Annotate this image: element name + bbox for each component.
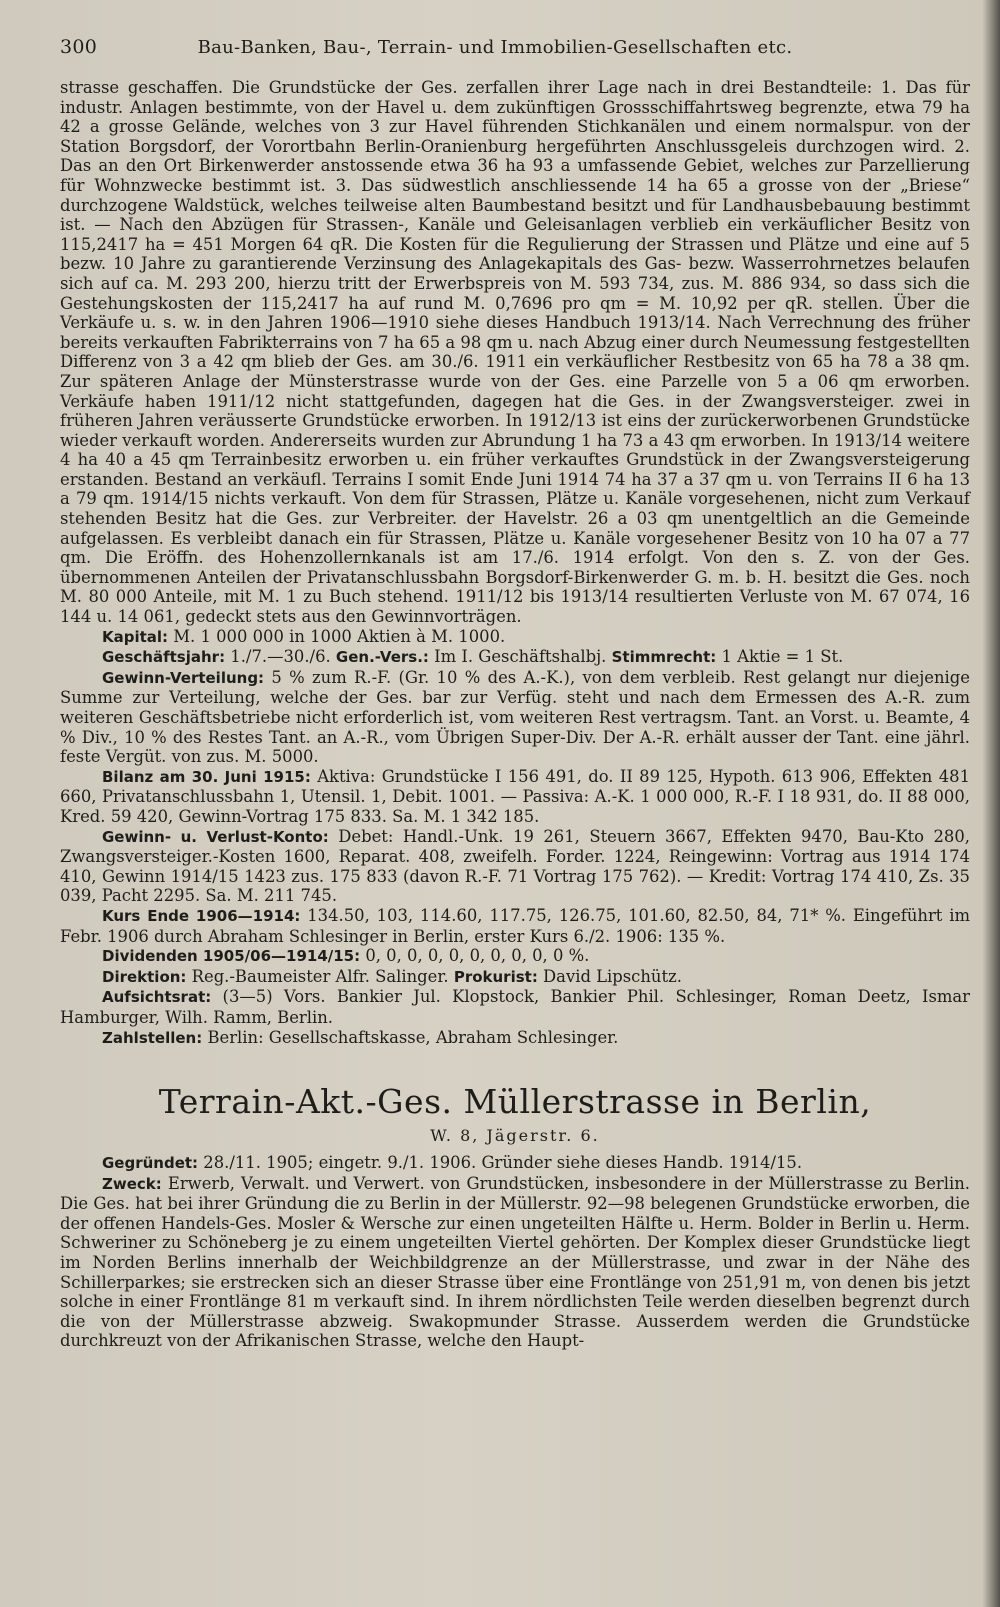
entry-zweck — [60, 1174, 970, 1351]
company-section — [60, 1153, 970, 1351]
company-address: W. 8, Jägerstr. 6. — [430, 1126, 600, 1146]
entry-geschaeftsjahr — [60, 647, 970, 668]
entry-gewinn-verteilung — [60, 668, 970, 767]
entry-text: Erwerb, Verwalt. und Verwert. von Grundstücken, insbesondere in der Müllerstrasse zu Berlin. Die Ges. hat bei ihrer Gründung die zu Berlin in der Müllerstr. 92—98 belegenen Grundstücke erworben, die der offenen Handels-Ges. Mosler & Wersche zur einen ungeteilten Hälfte u. Herm. Bolder in Berlin u. Herm. Schweriner zu Schöneberg je zu einem ungeteilten Viertel gehörten. Der Komplex dieser Grundstücke liegt im Norden Berlins innerhalb der Weichbildgrenze an der Müllerstrasse, und zwar in der Nähe des Schillerparkes; sie erstrecken sich an dieser Strasse über eine Frontlänge von 251,91 m, von denen bis jetzt solche in einer Frontlänge 81 m verkauft sind. In ihrem nördlichsten Teile werden dieselben begrenzt durch die von der Müllerstrasse abzweig. Swakopmunder Strasse. Ausserdem werden die Grundstücke durchkreuzt von der Afrikanischen Strasse, welche den Haupt- — [60, 1173, 970, 1351]
entry-text: M. 1 000 000 in 1000 Aktien à M. 1000. — [168, 626, 506, 646]
entry-text: Aktiva: Grundstücke I 156 491, do. II 89 125, Hypoth. 613 906, Effekten 481 660, Privatanschlussbahn 1, Utensil. 1, Debit. 1001. — Passiva: A.-K. 1 000 000, R.-F. I 18 931, do. II 88 000, Kred. 59 420, Gewinn-Vortrag 175 833. Sa. M. 1 342 185. — [60, 766, 970, 826]
page-number: 300 — [60, 36, 98, 58]
entry-bilanz — [60, 767, 970, 827]
description-paragraph: strasse geschaffen. Die Grundstücke der Ges. zerfallen ihrer Lage nach in drei Bestandteile: 1. Das für industr. Anlagen bestimmte, von der Havel u. dem zukünftigen Grossschiffahrtsweg begrenzte, etwa 79 ha 42 a grosse Gelände, welches von 3 zur Havel führenden Stichkanälen und einem normalspur. von der Station Borgsdorf, der Vorortbahn Berlin-Oranienburg hergeführten Anschlussgeleis durchzogen wird. 2. Das an den Ort Birkenwerder anstossende etwa 36 ha 93 a umfassende Gebiet, welches zur Parzellierung für Wohnzwecke bestimmt ist. 3. Das südwestlich anschliessende 14 ha 65 a grosse von der „Briese“ durchzogene Waldstück, welches teilweise alten Baumbestand besitzt und für Landhausbebauung bestimmt ist. — Nach den Abzügen für Strassen-, Kanäle und Geleisanlagen verblieb ein verkäuflicher Besitz von 115,2417 ha = 451 Morgen 64 qR. Die Kosten für die Regulierung der Strassen und Plätze und eine auf 5 bezw. 10 Jahre zu garantierende Verzinsung des Anlagekapitals des Gas- bezw. Wasserrohrnetzes belaufen sich auf ca. M. 293 200, hierzu tritt der Erwerbspreis von M. 593 734, zus. M. 886 934, so dass sich die Gestehungskosten der 115,2417 ha auf rund M. 0,7696 pro qm = M. 10,92 per qR. stellen. Über die Verkäufe u. s. w. in den Jahren 1906—1910 siehe dieses Handbuch 1913/14. Nach Verrechnung des früher bereits verkauften Fabrikterrains von 7 ha 65 a 98 qm u. nach Abzug einer durch Neumessung festgestellten Differenz von 3 a 42 qm blieb der Ges. am 30./6. 1911 ein verkäuflicher Restbesitz von 65 ha 78 a 38 qm. Zur späteren Anlage der Münsterstrasse wurde von der Ges. eine Parzelle von 5 a 06 qm erworben. Verkäufe haben 1911/12 nicht stattgefunden, dagegen hat die Ges. in der Zwangsversteiger. zwei in früheren Jahren veräusserte Grundstücke erworben. In 1912/13 ist eins der zurückerworbenen Grundstücke wieder verkauft worden. Andererseits wurden zur Abrundung 1 ha 73 a 43 qm erworben. In 1913/14 weitere 4 ha 40 a 45 qm Terrainbesitz erworben u. ein früher verkauftes Grundstück in der Zwangsversteigerung erstanden. Bestand an verkäufl. Terrains I somit Ende Juni 1914 74 ha 37 a 37 qm u. von Terrains II 6 ha 13 a 79 qm. 1914/15 nichts verkauft. Von dem für Strassen, Plätze u. Kanäle vorgesehenen, nicht zum Verkauf stehenden Besitz hat die Ges. zur Verbreiter. der Havelstr. 26 a 03 qm unentgeltlich an die Gemeinde aufgelassen. Es verbleibt danach ein für Strassen, Plätze u. Kanäle vorgesehener Besitz von 10 ha 07 a 77 qm. Die Eröffn. des Hohenzollernkanals ist am 17./6. 1914 erfolgt. Von den s. Z. von der Ges. übernommenen Anteilen der Privatanschlussbahn Borgsdorf-Birkenwerder G. m. b. H. besitzt die Ges. noch M. 80 000 Anteile, mit M. 1 zu Buch stehend. 1911/12 bis 1913/14 resultierten Verluste von M. 67 074, 16 144 u. 14 061, gedeckt stets aus den Gewinnvorträgen. — [60, 78, 970, 627]
entry-zahlstellen — [60, 1028, 970, 1049]
entry-label: Gewinn-Verteilung: — [102, 668, 265, 687]
entry-direktion — [60, 967, 970, 988]
entry-text: 1./7.—30./6. — [225, 647, 336, 667]
entry-gewinn-verlust-konto — [60, 827, 970, 906]
entry-dividenden — [60, 946, 970, 967]
entry-text: Reg.-Baumeister Alfr. Salinger. — [186, 966, 454, 986]
entry-gegruendet — [60, 1153, 970, 1174]
entry-label: Kapital: — [102, 627, 169, 646]
entry-label-gen-vers: Gen.-Vers.: — [335, 648, 429, 667]
entry-label-prokurist: Prokurist: — [453, 967, 538, 986]
binding-shadow — [982, 0, 1000, 1607]
entry-label: Zweck: — [102, 1174, 162, 1193]
entry-kurs — [60, 906, 970, 946]
entry-text: 0, 0, 0, 0, 0, 0, 0, 0, 0, 0 %. — [360, 946, 590, 966]
entry-label: Direktion: — [102, 967, 187, 986]
entry-text: Debet: Handl.-Unk. 19 261, Steuern 3667, Effekten 9470, Bau-Kto 280, Zwangsversteiger.-Kosten 1600, Reparat. 408, zweifelh. Forder. 1224, Reingewinn: Vortrag aus 1914 174 410, Gewinn 1914/15 1423 zus. 175 833 (davon R.-F. 71 Vortrag 175 762). — Kredit: Vortrag 174 410, Zs. 35 039, Pacht 2295. Sa. M. 211 745. — [60, 826, 970, 906]
entry-label: Aufsichtsrat: — [102, 988, 212, 1007]
entry-text: (3—5) Vors. Bankier Jul. Klopstock, Bankier Phil. Schlesinger, Roman Deetz, Ismar Hamburger, Wilh. Ramm, Berlin. — [60, 987, 970, 1027]
entry-text: Berlin: Gesellschaftskasse, Abraham Schlesinger. — [202, 1027, 619, 1047]
entry-label: Gewinn- u. Verlust-Konto: — [102, 827, 329, 846]
running-head — [60, 36, 970, 58]
entry-label: Bilanz am 30. Juni 1915: — [102, 767, 311, 786]
running-title: Bau-Banken, Bau-, Terrain- und Immobilien-Gesellschaften etc. — [197, 37, 793, 58]
entry-label: Zahlstellen: — [102, 1028, 203, 1047]
entry-label-stimmrecht: Stimmrecht: — [611, 648, 717, 667]
entry-text: 28./11. 1905; eingetr. 9./1. 1906. Gründer siehe dieses Handb. 1914/15. — [198, 1153, 803, 1173]
entry-label: Kurs Ende 1906—1914: — [102, 906, 301, 925]
entry-text-prokurist: David Lipschütz. — [537, 966, 682, 986]
entry-text-gen-vers: Im I. Geschäftshalbj. — [428, 647, 612, 667]
entry-label: Geschäftsjahr: — [102, 648, 226, 667]
entry-aufsichtsrat — [60, 987, 970, 1027]
section-continued — [60, 78, 970, 1048]
entry-text-stimmrecht: 1 Aktie = 1 St. — [716, 647, 844, 667]
entry-text: 134.50, 103, 114.60, 117.75, 126.75, 101.60, 82.50, 84, 71* %. Eingeführt im Febr. 1906 durch Abraham Schlesinger in Berlin, erster Kurs 6./2. 1906: 135 %. — [60, 905, 971, 946]
entry-kapital — [60, 627, 970, 648]
entry-text: 5 % zum R.-F. (Gr. 10 % des A.-K.), von dem verbleib. Rest gelangt nur diejenige Summe zur Verteilung, welche der Ges. bar zur Verfüg. steht und nach dem Ermessen des A.-R. zum weiteren Geschäftsbetriebe nicht erforderlich ist, vom weiteren Rest vertragsm. Tant. an Vorst. u. Beamte, 4 % Div., 10 % des Restes Tant. an A.-R., vom Übrigen Super-Div. Der A.-R. erhält ausser der Tant. eine jährl. feste Vergüt. von zus. M. 5000. — [60, 667, 970, 767]
company-title: Terrain-Akt.-Ges. Müllerstrasse in Berlin, — [158, 1082, 872, 1122]
entry-label: Dividenden 1905/06—1914/15: — [102, 947, 361, 966]
entry-label: Gegründet: — [102, 1154, 199, 1173]
